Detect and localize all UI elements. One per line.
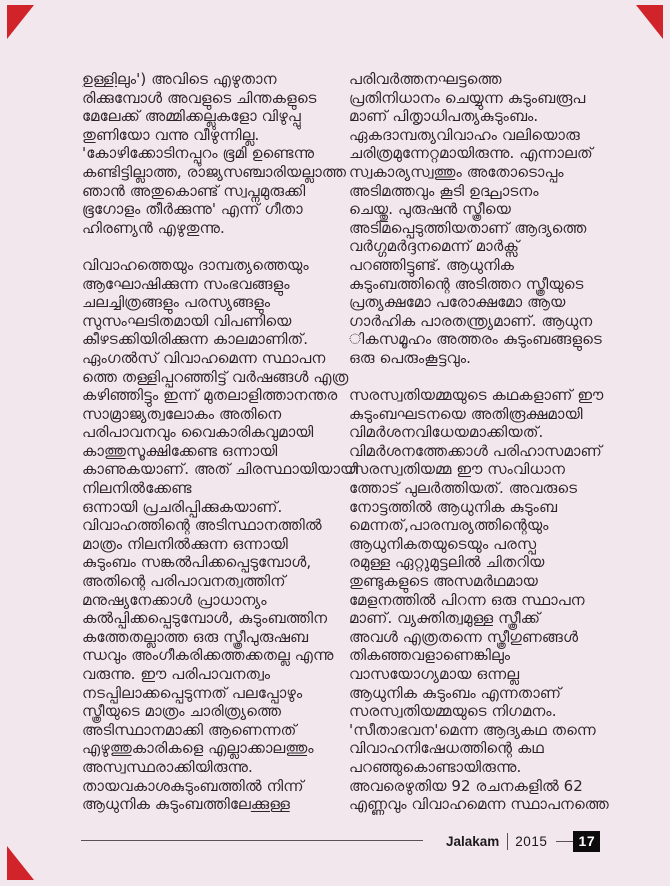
text-line: കണ്ടിട്ടില്ലാത്ത, രാജ്യസഞ്ചാരിയല്ലാത്ത [82, 162, 347, 181]
text-line: കൽപ്പിക്കപ്പെടുമ്പോൾ, കുടുംബത്തിന [82, 609, 328, 628]
text-line: മേലേക്ക് അമ്മിക്കല്ലുകളോ വിഴുപ്പു [82, 107, 301, 126]
text-line: പ്രത്യക്ഷമോ പരോക്ഷമോ ആയ [349, 293, 566, 312]
corner-mark-top-left-icon [7, 5, 34, 39]
underlined-text: ഉള്ളി [82, 70, 117, 88]
footer-imprint [446, 830, 600, 852]
text-line: ആധുനിക കുടുംബം എന്നതാണ് [349, 683, 562, 702]
text-line: കുടുംബം സങ്കൽപിക്കപ്പെടുമ്പോൾ, [82, 553, 312, 572]
text-line: ചെയ്തു. പുരുഷൻ സ്ത്രീയെ [349, 200, 511, 219]
text-line: വിവാഹത്തിന്റെ അടിസ്ഥാനത്തിൽ [82, 516, 322, 535]
text-line: ഒന്നായി പ്രചരിപ്പിക്കുകയാണ്. [82, 497, 283, 516]
text-line: കത്തേതല്ലാത്ത ഒരു സ്ത്രീപുരുഷബ [82, 627, 309, 646]
text-line: തായവകാശകുടുംബത്തിൽ നിന്ന് [82, 776, 304, 795]
text-line: ഒരു പെരുംകൂട്ടവും. [349, 348, 471, 367]
footer-rule [81, 840, 423, 841]
text-line: സ്ത്രീയുടെ മാത്രം ചാരിത്ര്യത്തെ [82, 702, 282, 721]
text-line [82, 70, 340, 89]
text-fragment: ആധുനിക കുടുംബത്തിലേ [82, 795, 251, 814]
text-line: അടിമപ്പെടുത്തിയതാണ് ആദ്യത്തെ [349, 218, 587, 237]
text-line: നടപ്പിലാക്കപ്പെടുന്നത് പലപ്പോഴും [82, 683, 303, 702]
text-line: തികഞ്ഞവളാണെങ്കിലും [349, 646, 511, 665]
text-line: മേളനത്തിൽ പിറന്ന ഒരു സ്ഥാപന [349, 590, 585, 609]
text-line: വർഗ്ഗമർദ്ദനമെന്ന് മാർക്സ് [349, 237, 520, 256]
underlined-text: ക്കുള്ള [250, 795, 290, 814]
text-line: കാണുകയാണ്. അത് ചിരസ്ഥായിയായി [82, 460, 359, 479]
text-line: വിവാഹത്തെയും ദാമ്പത്യത്തെയും [82, 255, 309, 274]
text-line: അടിമത്തവും കൂടി ഉദ്ഘാടനം [349, 181, 539, 200]
corner-mark-top-right-icon [636, 5, 663, 39]
text-line: എണ്ണവും വിവാഹമെന്ന സ്ഥാപനത്തെ [349, 795, 609, 814]
left-column [82, 70, 359, 814]
text-line: കുടുംബഘടനയെ അതിരൂക്ഷമായി [349, 404, 583, 423]
text-line: വാസയോഗ്യമായ ഒന്നല്ല [349, 665, 520, 683]
text-line: അടിസ്ഥാനമാക്കി ആണെന്നത് [82, 720, 297, 739]
text-line: പ്രതിനിധാനം ചെയ്യുന്ന കുടുംബരൂപ [349, 88, 586, 107]
text-line: രിക്കുമ്പോൾ അവളുടെ ചിന്തകളുടെ [82, 88, 317, 107]
text-fragment: ലും') അവിടെ എഴുതാന [116, 70, 277, 88]
text-line: അതിന്റെ പരിപാവനത്വത്തിന് [82, 572, 286, 591]
text-line: സുസംഘടിതമായി വിപണിയെ [82, 311, 292, 330]
text-line: പരിപാവനവും വൈകാരികവുമായി [82, 423, 314, 442]
text-line: ത്തോട് പുലർത്തിയത്. അവരുടെ [349, 479, 578, 498]
text-line: മാത്രം നിലനിൽക്കുന്ന ഒന്നായി [82, 534, 288, 553]
text-line: വരുന്നു. ഈ പരിപാവനത്വം [82, 665, 271, 683]
text-line: തുണിയോ വന്നു വീഴുന്നില്ല. [82, 125, 260, 144]
text-line: ന്ധവും അംഗീകരിക്കത്തക്കതല്ല എന്നു [82, 646, 334, 665]
text-line: ഏകദാമ്പത്യവിവാഹം വലിയൊരു [349, 125, 580, 144]
text-line: മെന്നത്,പാരമ്പര്യത്തിന്റെയും [349, 516, 549, 535]
text-line: മനുഷ്യനേക്കാൾ പ്രാധാന്യം [82, 590, 267, 609]
magazine-year: 2015 [515, 833, 548, 849]
text-line: അവൾ എത്രതന്നെ സ്ത്രീഗുണങ്ങൾ [349, 627, 579, 646]
text-line: ഭൂഗോളം തീർക്കുന്നു' എന്ന് ഗീതാ [82, 200, 303, 219]
text-line: വിവാഹനിഷേധത്തിന്റെ കഥ [349, 739, 544, 758]
article-body [82, 70, 621, 814]
text-line: ത്തെ തള്ളിപ്പറഞ്ഞിട്ട് വർഷങ്ങൾ എത്ര [82, 367, 349, 386]
text-line: വിമർശനത്തേക്കാൾ പരിഹാസമാണ് [349, 441, 602, 460]
footer-dash [556, 841, 573, 842]
text-line: പരിവർത്തനഘട്ടത്തെ [349, 70, 502, 88]
text-line: എഴുത്തുകാരികളെ എല്ലാക്കാലത്തും [82, 739, 314, 758]
page-number-box [573, 831, 600, 852]
text-line: പറഞ്ഞിട്ടുണ്ട്. ആധുനിക [349, 255, 515, 274]
text-line: അവരെഴുതിയ 92 രചനകളിൽ 62 [349, 776, 583, 795]
text-line: ഏംഗൽസ് വിവാഹമെന്ന സ്ഥാപന [82, 348, 326, 367]
text-line: തുണ്ടുകളുടെ അസമർഥമായ [349, 572, 538, 591]
text-line: 'കോഴിക്കോടിനപ്പുറം ഭൂമി ഉണ്ടെന്നു [82, 144, 315, 163]
magazine-name: Jalakam [446, 833, 500, 849]
text-line: 'സീതാഭവന'മെന്ന ആദ്യകഥ തന്നെ [349, 720, 596, 739]
text-line: ികസമൂഹം അത്തരം കുടുംബങ്ങളുടെ [349, 330, 602, 349]
text-line: മാണ്. വ്യക്തിത്വമുള്ള സ്ത്രീക്ക് [349, 609, 541, 628]
text-line: ഹിരണ്യൻ എഴുതുന്നു. [82, 218, 225, 237]
text-line: വിമർശനവിധേയമാക്കിയത്. [349, 423, 544, 442]
text-line: സരസ്വതിയമ്മ ഈ സംവിധാന [349, 460, 566, 479]
text-line: സരസ്വതിയമ്മയുടെ നിഗമനം. [349, 702, 557, 721]
text-line: അസ്വസ്ഥരാക്കിയിരുന്നു. [82, 757, 253, 776]
page-number: 17 [578, 833, 596, 849]
text-line: കീഴടക്കിയിരിക്കുന്ന കാലമാണിത്. [82, 330, 309, 349]
text-line: കുടുംബത്തിന്റെ അടിത്തറ സ്ത്രീയുടെ [349, 274, 584, 293]
text-line: ചരിത്രമുന്നേറ്റമായിരുന്നു. എന്നാലത് [349, 144, 593, 163]
text-line: ഞാൻ അതുകൊണ്ട് സ്വപ്നമുരുക്കി [82, 181, 306, 200]
text-line: കഴിഞ്ഞിട്ടും ഇന്ന് മുതലാളിത്താനന്തര [82, 386, 338, 405]
text-line: ആഘോഷിക്കുന്ന സംഭവങ്ങളും [82, 274, 290, 293]
page-footer [0, 830, 670, 854]
text-line: പറഞ്ഞുകൊണ്ടായിരുന്നു. [349, 757, 522, 776]
right-column [349, 70, 621, 814]
text-line: ഗാർഹിക പാരതന്ത്ര്യമാണ്. ആധുന [349, 311, 593, 330]
text-line [82, 795, 340, 814]
text-line: നോട്ടത്തിൽ ആധുനിക കുടുംബ [349, 497, 558, 516]
text-line [349, 368, 621, 387]
text-line: സാമ്രാജ്യത്വലോകം അതിനെ [82, 404, 282, 423]
text-line: നിലനിൽക്കേണ്ട [82, 479, 192, 498]
text-line: ചലച്ചിത്രങ്ങളും പരസ്യങ്ങളും [82, 293, 271, 312]
text-line: രമുള്ള ഏറ്റുമുട്ടലിൽ ചിതറിയ [349, 553, 545, 572]
text-line: കാത്തുസൂക്ഷിക്കേണ്ട ഒന്നായി [82, 441, 278, 460]
footer-divider [507, 833, 508, 850]
text-line: ആധുനികതയുടെയും പരസ്പ [349, 534, 537, 553]
text-line: സ്വകാര്യസ്വത്തും അതോടൊപ്പം [349, 162, 564, 181]
text-line: മാണ് പിതൃാധിപത്യകുടുംബം. [349, 107, 539, 126]
text-line: സരസ്വതിയമ്മയുടെ കഥകളാണ് ഈ [349, 386, 604, 405]
text-line [82, 237, 340, 256]
